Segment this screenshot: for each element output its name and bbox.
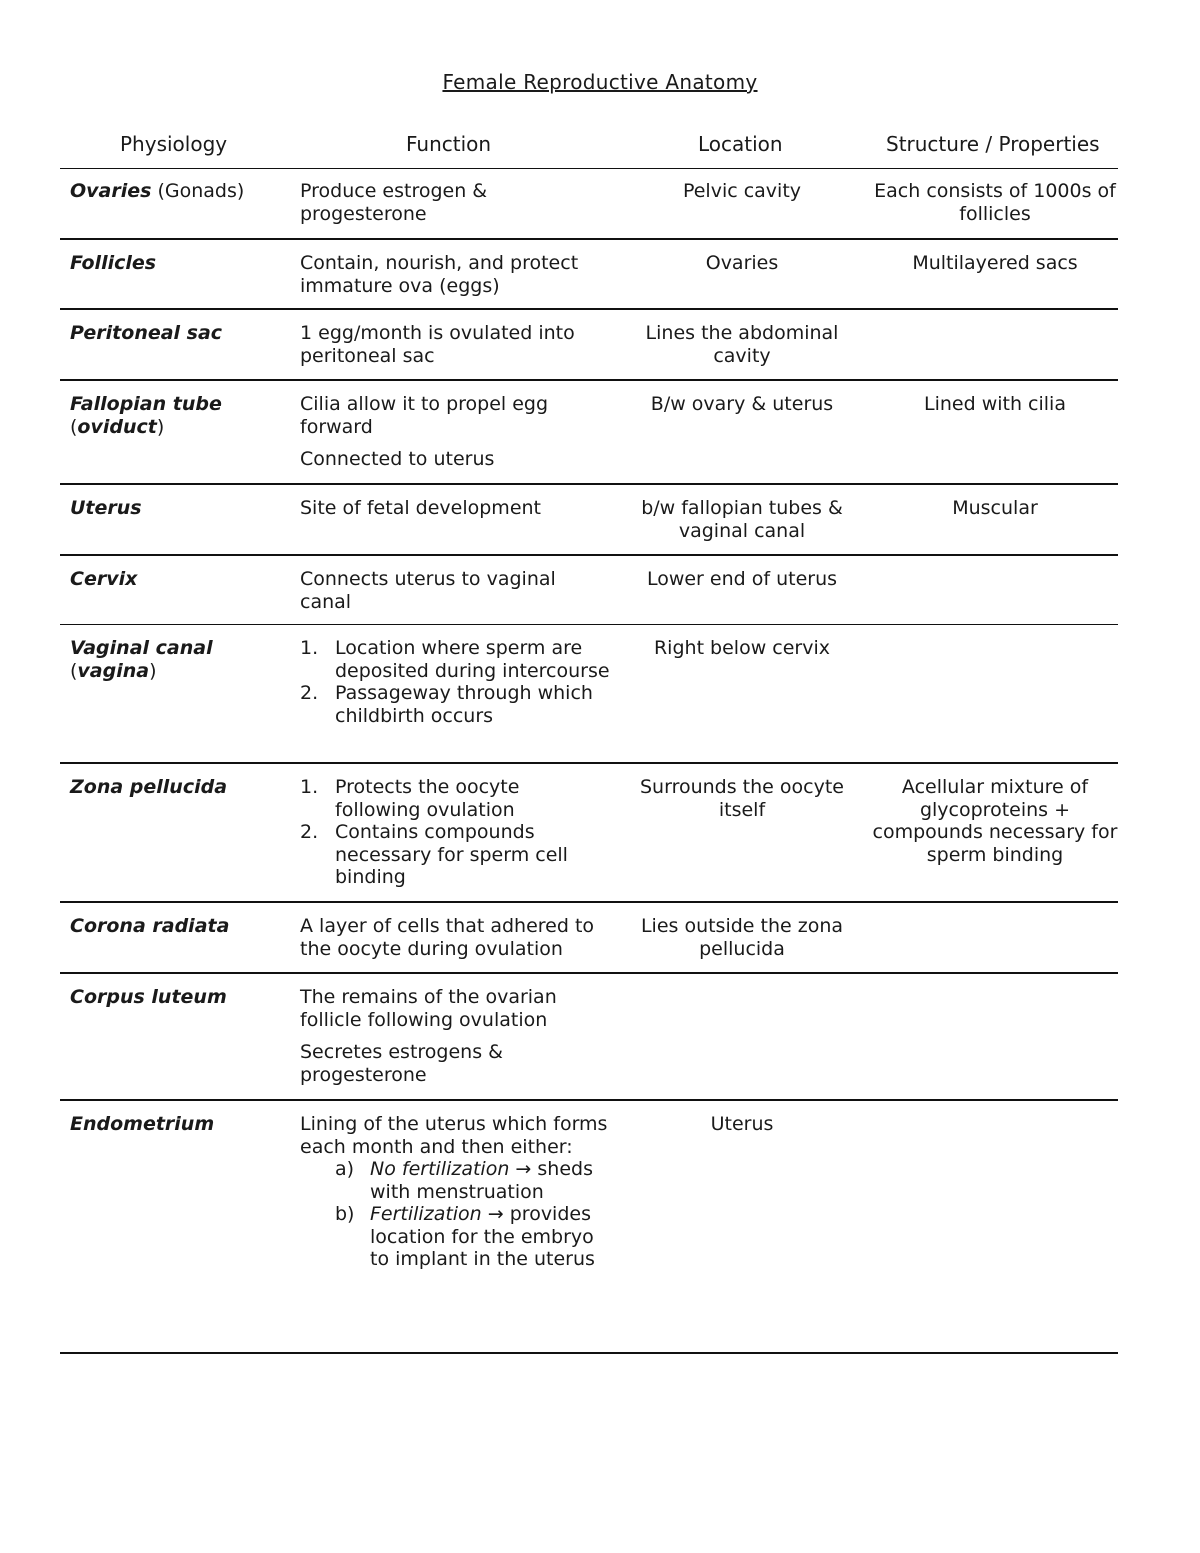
list-letter: b)	[335, 1203, 355, 1225]
function-line: The remains of the ovarian follicle following ovulation	[300, 986, 557, 1031]
list-number: 2.	[300, 821, 319, 843]
list-number: 1.	[300, 637, 319, 659]
function-cell: 1 egg/month is ovulated into peritoneal sac	[300, 322, 575, 367]
structure-cell: Multilayered sacs	[912, 252, 1078, 274]
header-structure: Structure / Properties	[886, 132, 1100, 156]
function-intro: Lining of the uterus which forms each month and then either:	[300, 1113, 608, 1158]
table-header	[60, 132, 1118, 169]
table-row-uterus	[60, 485, 1118, 556]
structure-cell: Muscular	[952, 497, 1038, 519]
organ-name: Ovaries	[70, 180, 152, 202]
list-number: 2.	[300, 682, 319, 704]
list-item	[300, 776, 610, 821]
paren-open: (	[70, 415, 78, 438]
table-row-vaginal-canal	[60, 625, 1118, 764]
location-cell: b/w fallopian tubes & vaginal canal	[641, 497, 843, 542]
list-item-text: Location where sperm are deposited during intercourse	[335, 637, 610, 682]
physiology-cell	[70, 497, 290, 520]
header-function: Function	[406, 132, 492, 156]
function-line: Secretes estrogens & progesterone	[300, 1041, 503, 1086]
physiology-cell	[70, 1113, 290, 1136]
list-item	[300, 637, 610, 682]
location-cell: Surrounds the oocyte itself	[640, 776, 844, 821]
function-cell: Contain, nourish, and protect immature ova (eggs)	[300, 252, 579, 297]
function-cell: Site of fetal development	[300, 497, 541, 519]
location-cell: B/w ovary & uterus	[650, 393, 834, 415]
organ-name: Corona radiata	[70, 915, 230, 937]
function-line: Connected to uterus	[300, 448, 495, 470]
paren-open: (	[70, 659, 78, 682]
list-item-text: Protects the oocyte following ovulation	[335, 776, 520, 821]
organ-name: Endometrium	[70, 1113, 215, 1135]
location-cell: Lines the abdominal cavity	[645, 322, 839, 367]
location-cell: Pelvic cavity	[682, 180, 802, 202]
numbered-list	[300, 637, 610, 727]
organ-name: Zona pellucida	[70, 776, 228, 798]
list-item	[300, 1158, 610, 1203]
location-cell: Uterus	[710, 1113, 774, 1135]
location-cell: Lies outside the zona pellucida	[640, 915, 844, 960]
table-row-follicles	[60, 240, 1118, 310]
organ-alt-name: vagina	[77, 659, 150, 682]
numbered-list	[300, 776, 610, 889]
lettered-list	[300, 1158, 610, 1271]
physiology-cell	[70, 252, 290, 275]
function-cell: Produce estrogen & progesterone	[300, 180, 488, 225]
organ-name: Cervix	[70, 568, 138, 590]
organ-name: Uterus	[70, 497, 142, 519]
physiology-cell	[70, 776, 290, 799]
organ-name-suffix: (Gonads)	[151, 180, 245, 202]
function-cell	[300, 393, 610, 471]
header-physiology: Physiology	[120, 132, 228, 156]
list-item	[300, 821, 610, 889]
table-row-endometrium	[60, 1101, 1118, 1354]
option-text: sheds with menstruation	[370, 1158, 593, 1203]
organ-name: Vaginal canal	[70, 637, 213, 659]
document-title: Female Reproductive Anatomy	[442, 70, 758, 94]
list-item	[300, 1203, 610, 1271]
structure-cell: Each consists of 1000s of follicles	[874, 180, 1116, 225]
table-row-zona-pellucida	[60, 764, 1118, 903]
option-label: Fertilization	[370, 1203, 482, 1225]
table-row-ovaries	[60, 168, 1118, 240]
physiology-cell	[70, 637, 290, 682]
organ-name: Peritoneal sac	[70, 322, 223, 344]
list-item-text: Contains compounds necessary for sperm cell binding	[335, 821, 568, 888]
function-cell	[300, 1113, 610, 1271]
physiology-cell	[70, 180, 290, 203]
physiology-cell	[70, 568, 290, 591]
paren-close: )	[149, 659, 157, 682]
function-cell: A layer of cells that adhered to the oocyte during ovulation	[300, 915, 595, 960]
option-label: No fertilization	[370, 1158, 510, 1180]
organ-alt-name: oviduct	[77, 415, 157, 438]
table-row-cervix	[60, 556, 1118, 625]
structure-cell: Acellular mixture of glycoproteins + compounds necessary for sperm binding	[872, 776, 1118, 866]
list-letter: a)	[335, 1158, 355, 1180]
table-row-fallopian-tube	[60, 381, 1118, 485]
function-cell: Connects uterus to vaginal canal	[300, 568, 556, 613]
table-row-corona-radiata	[60, 903, 1118, 974]
physiology-cell	[70, 322, 290, 345]
table-row-peritoneal-sac	[60, 310, 1118, 381]
structure-cell: Lined with cilia	[924, 393, 1066, 415]
organ-name: Fallopian tube	[70, 393, 222, 415]
paren-close: )	[156, 415, 165, 438]
arrow-right-icon: →	[481, 1203, 510, 1225]
location-cell: Right below cervix	[653, 637, 831, 659]
organ-name: Follicles	[70, 252, 157, 274]
function-cell	[300, 986, 610, 1086]
physiology-cell	[70, 393, 290, 438]
location-cell: Ovaries	[705, 252, 779, 274]
function-cell	[300, 776, 610, 889]
organ-name: Corpus luteum	[70, 986, 227, 1008]
header-location: Location	[698, 132, 783, 156]
list-item-text: Passageway through which childbirth occurs	[335, 682, 593, 727]
option-text: provides location for the embryo to implant in the uterus	[370, 1203, 595, 1270]
table-row-corpus-luteum	[60, 974, 1118, 1101]
physiology-cell	[70, 915, 290, 938]
arrow-right-icon: →	[509, 1158, 538, 1180]
list-number: 1.	[300, 776, 319, 798]
function-cell	[300, 637, 610, 727]
list-item	[300, 682, 610, 727]
location-cell: Lower end of uterus	[646, 568, 838, 590]
physiology-cell	[70, 986, 290, 1009]
function-line: Cilia allow it to propel egg forward	[300, 393, 549, 438]
